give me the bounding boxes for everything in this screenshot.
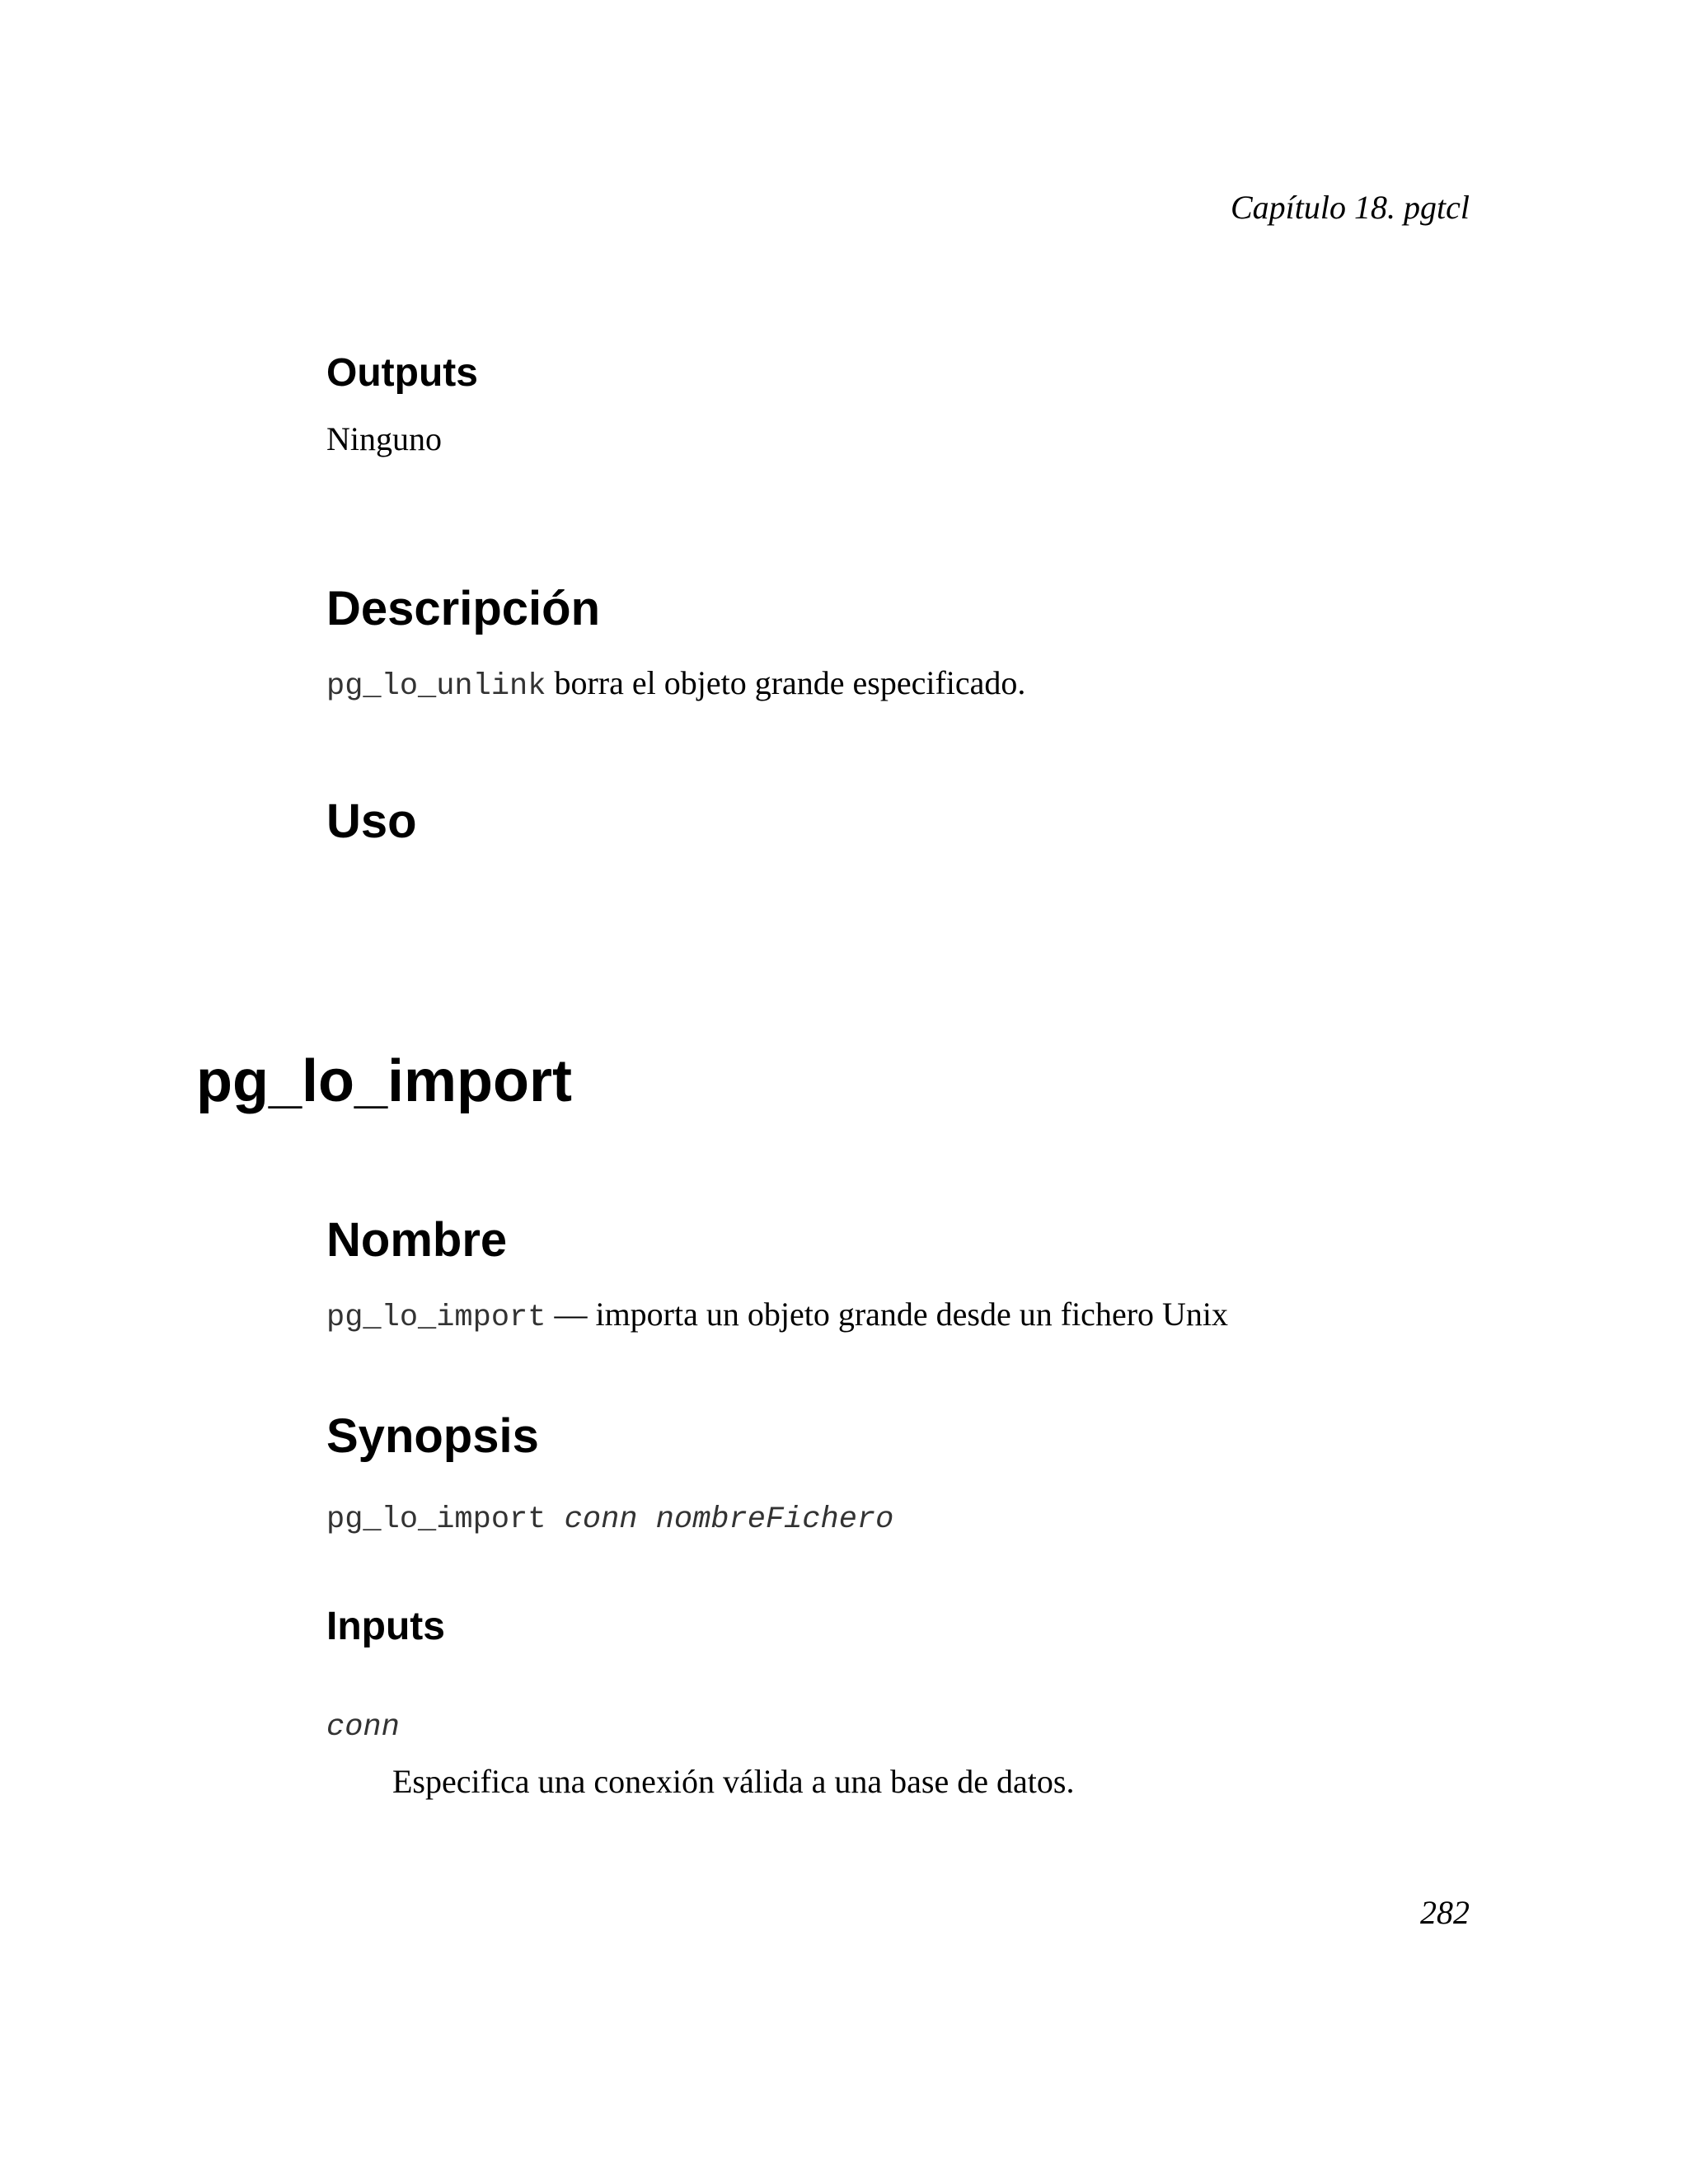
command-pg-lo-import: pg_lo_import [326, 1301, 546, 1335]
synopsis-line [326, 1497, 893, 1540]
synopsis-command: pg_lo_import [326, 1502, 565, 1537]
running-header: Capítulo 18. pgtcl [1231, 189, 1470, 226]
page-number: 282 [1420, 1894, 1470, 1931]
input-term-conn: conn [326, 1710, 400, 1745]
descripcion-text: borra el objeto grande especificado. [546, 664, 1026, 701]
uso-heading: Uso [326, 794, 417, 848]
outputs-text: Ninguno [326, 420, 442, 457]
entry-title: pg_lo_import [196, 1048, 573, 1114]
nombre-text: — importa un objeto grande desde un fichero Unix [546, 1296, 1229, 1333]
nombre-paragraph [326, 1295, 1228, 1338]
command-pg-lo-unlink: pg_lo_unlink [326, 669, 546, 704]
synopsis-args: conn nombreFichero [564, 1502, 894, 1537]
inputs-heading: Inputs [326, 1605, 445, 1648]
input-definition: Especifica una conexión válida a una base de datos. [392, 1763, 1075, 1800]
synopsis-heading: Synopsis [326, 1409, 539, 1463]
descripcion-paragraph [326, 663, 1025, 706]
outputs-heading: Outputs [326, 351, 478, 395]
nombre-heading: Nombre [326, 1213, 508, 1267]
input-term [326, 1704, 400, 1747]
descripcion-heading: Descripción [326, 582, 600, 635]
